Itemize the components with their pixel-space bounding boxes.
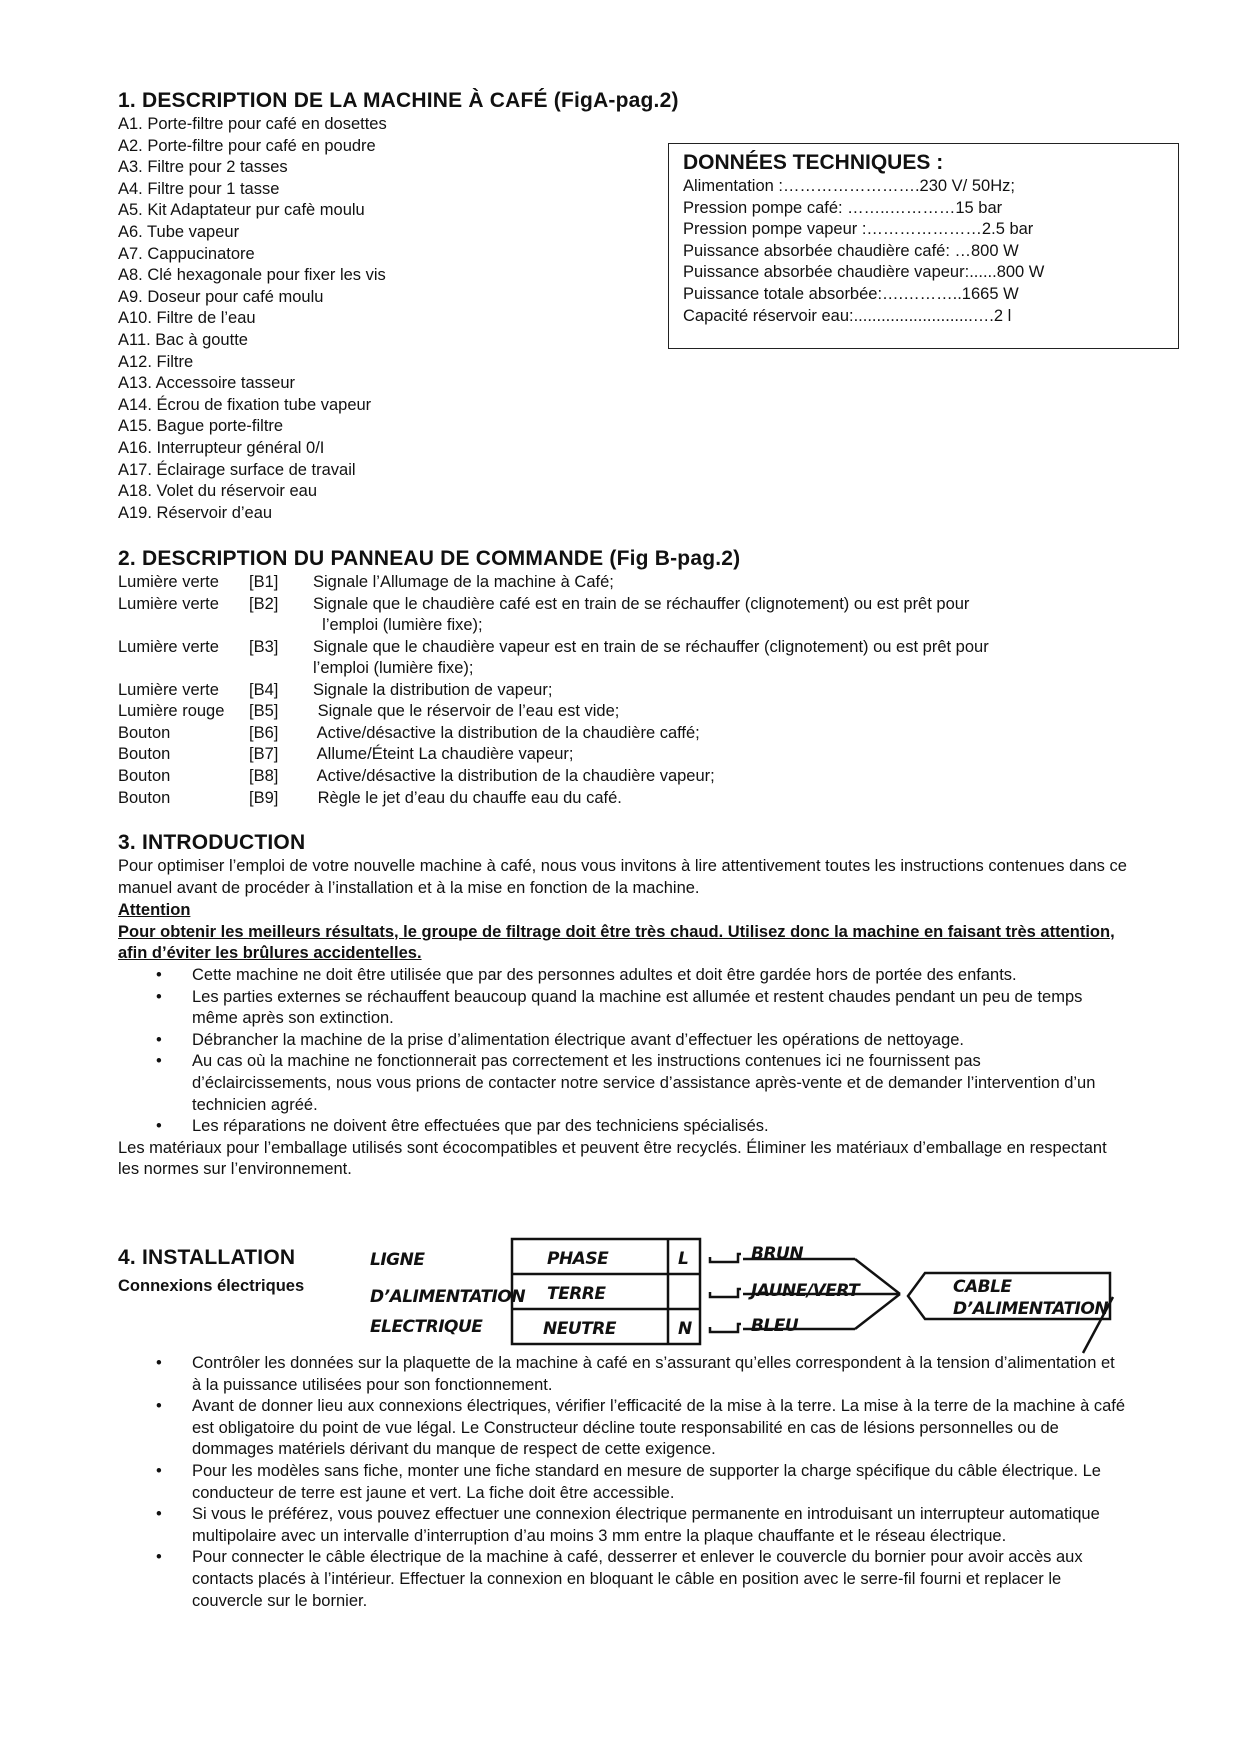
- control-code: [B1]: [249, 573, 279, 591]
- attention-label: Attention: [118, 901, 191, 920]
- control-description: Signale que le chaudière café est en train de se réchauffer (clignotement) ou est prêt pour: [313, 594, 970, 613]
- control-type: Bouton: [118, 766, 171, 785]
- component-item: A19. Réservoir d’eau: [118, 503, 273, 522]
- control-description: Active/désactive la distribution de la chaudière caffé;: [313, 723, 700, 742]
- brown-wire-label: BRUN: [751, 1244, 804, 1264]
- component-item: A9. Doseur pour café moulu: [118, 287, 324, 306]
- component-item: A18. Volet du réservoir eau: [118, 482, 318, 501]
- bullet-item: • Débrancher la machine de la prise d’alimentation électrique avant d’effectuer les opérations de nettoyage.: [118, 1030, 1103, 1052]
- control-panel-row: [118, 701, 1128, 723]
- component-item: A4. Filtre pour 1 tasse: [118, 179, 280, 198]
- section-2-title: 2. DESCRIPTION DU PANNEAU DE COMMANDE (Fig B-pag.2): [118, 547, 741, 570]
- control-panel-row: [118, 744, 1128, 766]
- control-description: Règle le jet d’eau du chauffe eau du café.: [313, 788, 622, 807]
- bullet-item: • Cette machine ne doit être utilisée que par des personnes adultes et doit être gardée hors de portée des enfants.: [118, 965, 1103, 987]
- earth-connector: [710, 1289, 741, 1297]
- section-1-title: 1. DESCRIPTION DE LA MACHINE À CAFÉ (FigA-pag.2): [118, 89, 679, 112]
- technical-data-row: Pression pompe vapeur :…………………2.5 bar: [683, 220, 1034, 239]
- control-description-continued: l’emploi (lumière fixe);: [313, 659, 474, 678]
- phase-label: PHASE: [547, 1249, 609, 1269]
- bullet-item: • Si vous le préférez, vous pouvez effectuer une connexion électrique permanente en introduisant un interrupteur automatique multipolaire avec un intervalle d’interruption d’au moins 3 mm entre la plaque chauffante et le réseau électrique.: [118, 1504, 1128, 1547]
- bullet-item: • Avant de donner lieu aux connexions électriques, vérifier l’efficacité de la mise à la terre. La mise à la terre de la machine à café est obligatoire du point de vue légal. Le Constructeur décline toute responsabilité en cas de lésions personnelles ou de dommages matériels dérivant du manque de respect de cette exigence.: [118, 1396, 1128, 1461]
- control-type: Lumière verte: [118, 680, 219, 699]
- control-code: [B3]: [249, 637, 279, 656]
- component-item: A3. Filtre pour 2 tasses: [118, 158, 288, 177]
- technical-data-box: [668, 143, 1179, 349]
- phase-connector: [710, 1254, 741, 1262]
- neutral-connector: [710, 1324, 741, 1332]
- control-panel-row: [118, 637, 1128, 680]
- installation-bullets: [118, 1353, 1128, 1612]
- control-type: Bouton: [118, 745, 171, 764]
- earth-label: TERRE: [547, 1284, 606, 1304]
- technical-data-row: Puissance totale absorbée:….………..1665 W: [683, 284, 1019, 303]
- control-panel-row: [118, 788, 1128, 810]
- phase-symbol: L: [678, 1249, 689, 1269]
- section-4-subtitle: Connexions électriques: [118, 1277, 305, 1295]
- line-label-1: LIGNE: [370, 1250, 425, 1270]
- bullet-item: • Pour connecter le câble électrique de la machine à café, desserrer et enlever le couvercle du bornier pour avoir accès aux contacts placés à l’intérieur. Effectuer la connexion en bloquant le câble en position avec le serre-fil fourni et replacer le couvercle sur le bornier.: [118, 1547, 1128, 1612]
- neutral-symbol: N: [678, 1319, 692, 1339]
- control-code: [B8]: [249, 766, 279, 785]
- component-item: A8. Clé hexagonale pour fixer les vis: [118, 266, 386, 285]
- technical-data-row: Puissance absorbée chaudière café: …800 W: [683, 241, 1019, 260]
- attention-text: Pour obtenir les meilleurs résultats, le groupe de filtrage doit être très chaud. Utilisez donc la machine en faisant très attention, afin d’éviter les brûlures accidentelles.: [118, 922, 1115, 963]
- component-item: A7. Cappucinatore: [118, 244, 255, 263]
- neutral-label: NEUTRE: [543, 1319, 616, 1339]
- section-2: [118, 546, 1128, 809]
- intro-paragraph: Pour optimiser l’emploi de votre nouvelle machine à café, nous vous invitons à lire attentivement toutes les instructions contenues dans ce manuel avant de procéder à l’installation et à la mise en fonction de la machine.: [118, 857, 1127, 897]
- control-description: Active/désactive la distribution de la chaudière vapeur;: [313, 766, 715, 785]
- control-code: [B9]: [249, 788, 279, 807]
- control-panel-list: [118, 572, 1128, 809]
- section-3-title: 3. INTRODUCTION: [118, 831, 306, 854]
- control-panel-row: [118, 766, 1128, 788]
- bullet-item: • Au cas où la machine ne fonctionnerait pas correctement et les instructions contenues ici ne fournissent pas d’éclaircissements, nous vous prions de contacter notre service d’assistance après-vente et de demander l’intervention d’un technicien agréé.: [118, 1051, 1103, 1116]
- control-description-continued: l’emploi (lumière fixe);: [313, 616, 483, 635]
- component-item: A10. Filtre de l’eau: [118, 309, 256, 328]
- component-item: A12. Filtre: [118, 352, 194, 371]
- cable-label-1: CABLE: [953, 1277, 1012, 1297]
- technical-data-row: Pression pompe café: ……..…………15 bar: [683, 198, 1003, 217]
- control-description: Allume/Éteint La chaudière vapeur;: [313, 745, 574, 764]
- closing-paragraph: Les matériaux pour l’emballage utilisés sont écocompatibles et peuvent être recyclés. Éliminer les matériaux d’emballage en respectant les normes sur l’environnement.: [118, 1138, 1107, 1179]
- control-code: [B7]: [249, 745, 279, 764]
- technical-data-row: Puissance absorbée chaudière vapeur:......800 W: [683, 263, 1045, 282]
- control-panel-row: [118, 680, 1128, 702]
- component-item: A5. Kit Adaptateur pur cafè moulu: [118, 201, 365, 220]
- cable-label-2: D’ALIMENTATION: [953, 1299, 1109, 1319]
- control-panel-row: [118, 572, 1128, 594]
- control-code: [B6]: [249, 723, 279, 742]
- yellow-green-wire-label: JAUNE/VERT: [751, 1281, 860, 1301]
- bullet-item: • Contrôler les données sur la plaquette de la machine à café en s’assurant qu’elles correspondent à la tension d’alimentation et à la puissance utilisées pour son fonctionnement.: [118, 1353, 1128, 1396]
- control-panel-row: [118, 723, 1128, 745]
- introduction-bullets: [118, 965, 1103, 1138]
- component-item: A13. Accessoire tasseur: [118, 374, 296, 393]
- technical-data-list: [683, 176, 1164, 327]
- control-type: Lumière rouge: [118, 702, 225, 721]
- control-type: Lumière verte: [118, 637, 219, 656]
- component-item: A2. Porte-filtre pour café en poudre: [118, 136, 376, 155]
- blue-wire-label: BLEU: [751, 1316, 799, 1336]
- bullet-item: • Pour les modèles sans fiche, monter une fiche standard en mesure de supporter la charge spécifique du câble électrique. Le conducteur de terre est jaune et vert. La fiche doit être accessible.: [118, 1461, 1128, 1504]
- component-item: A11. Bac à goutte: [118, 330, 248, 349]
- control-description: Signale l’Allumage de la machine à Café;: [313, 573, 614, 591]
- technical-data-row: Capacité réservoir eau:..........................….2 l: [683, 306, 1012, 325]
- component-item: A17. Éclairage surface de travail: [118, 460, 356, 479]
- line-label-3: ELECTRIQUE: [370, 1317, 483, 1337]
- control-description: Signale que le chaudière vapeur est en train de se réchauffer (clignotement) ou est prêt pour: [313, 637, 989, 656]
- bullet-item: • Les parties externes se réchauffent beaucoup quand la machine est allumée et restent chaudes pendant un peu de temps même après son extinction.: [118, 987, 1103, 1030]
- technical-data-row: Alimentation :…………………….230 V/ 50Hz;: [683, 177, 1015, 195]
- control-code: [B4]: [249, 680, 279, 699]
- control-description: Signale que le réservoir de l’eau est vide;: [313, 702, 620, 721]
- control-type: Lumière verte: [118, 573, 219, 591]
- component-item: A16. Interrupteur général 0/I: [118, 438, 325, 457]
- control-code: [B2]: [249, 594, 279, 613]
- section-3: [118, 830, 1128, 1181]
- bullet-item: • Les réparations ne doivent être effectuées que par des techniciens spécialisés.: [118, 1116, 1103, 1138]
- technical-data-title: DONNÉES TECHNIQUES :: [683, 151, 944, 174]
- control-code: [B5]: [249, 702, 279, 721]
- line-label-2: D’ALIMENTATION: [370, 1287, 526, 1307]
- component-item: A14. Écrou de fixation tube vapeur: [118, 395, 372, 414]
- control-panel-row: [118, 594, 1128, 637]
- wiring-diagram: [365, 1235, 1125, 1355]
- control-type: Bouton: [118, 788, 171, 807]
- component-item: A6. Tube vapeur: [118, 222, 240, 241]
- control-type: Lumière verte: [118, 594, 219, 613]
- component-item: A15. Bague porte-filtre: [118, 417, 284, 436]
- section-4-title: 4. INSTALLATION: [118, 1246, 296, 1269]
- control-description: Signale la distribution de vapeur;: [313, 680, 553, 699]
- control-type: Bouton: [118, 723, 171, 742]
- installation-bullets-wrapper: [118, 1353, 1128, 1612]
- component-item: A1. Porte-filtre pour café en dosettes: [118, 115, 387, 133]
